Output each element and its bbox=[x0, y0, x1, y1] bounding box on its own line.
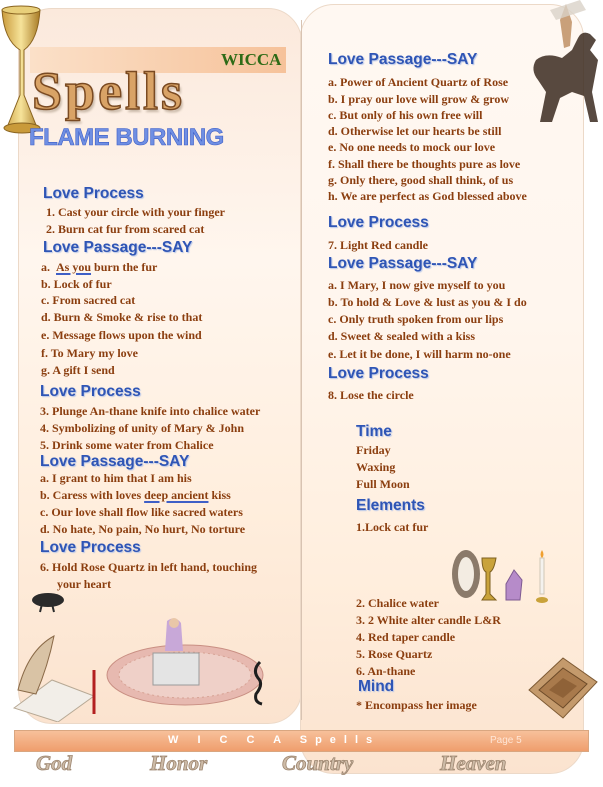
left-heading-love-process-1: Love Process bbox=[43, 185, 144, 202]
list-item-continuation: your heart bbox=[57, 577, 112, 591]
spells-title: Spells bbox=[32, 61, 186, 121]
book-and-quill-icon bbox=[8, 630, 103, 722]
list-item: a. As you burn the fur bbox=[41, 260, 158, 274]
element-item: 5. Rose Quartz bbox=[356, 647, 433, 661]
list-item: f. Shall there be thoughts pure as love bbox=[328, 157, 521, 171]
left-heading-love-process-2: Love Process bbox=[40, 383, 141, 400]
time-item: Full Moon bbox=[356, 477, 410, 491]
list-item: d. Sweet & sealed with a kiss bbox=[328, 329, 476, 343]
left-heading-love-process-3: Love Process bbox=[40, 539, 141, 556]
list-item: c. From sacred cat bbox=[41, 293, 136, 307]
list-item: 4. Symbolizing of unity of Mary & John bbox=[40, 421, 245, 435]
column-divider bbox=[301, 20, 302, 720]
list-item: c. Our love shall flow like sacred waters bbox=[40, 505, 243, 519]
list-item: g. A gift I send bbox=[41, 363, 115, 377]
list-item: b. I pray our love will grow & grow bbox=[328, 92, 510, 106]
list-item: d. Burn & Smoke & rise to that bbox=[41, 310, 203, 324]
time-item: Waxing bbox=[356, 460, 396, 474]
list-item: b. To hold & Love & lust as you & I do bbox=[328, 295, 527, 309]
element-item: 2. Chalice water bbox=[356, 596, 439, 610]
list-item: 2. Burn cat fur from scared cat bbox=[46, 222, 205, 236]
motto-god: God bbox=[36, 751, 73, 775]
list-item: e. No one needs to mock our love bbox=[328, 140, 496, 154]
list-item: 3. Plunge An-thane knife into chalice water bbox=[40, 404, 261, 418]
list-item: e. Message flows upon the wind bbox=[41, 328, 202, 342]
element-item: 3. 2 White alter candle L&R bbox=[356, 613, 501, 627]
time-heading: Time bbox=[356, 423, 392, 440]
flame-burning-title: FLAME BURNING bbox=[29, 124, 224, 151]
list-item: 1. Cast your circle with your finger bbox=[46, 205, 225, 219]
list-item: d. No hate, No pain, No hurt, No torture bbox=[40, 522, 246, 536]
list-item: 6. Hold Rose Quartz in left hand, touching bbox=[40, 560, 258, 574]
list-item: g. Only there, good shall think, of us bbox=[328, 173, 514, 187]
motto-country: Country bbox=[282, 751, 354, 775]
stone-pyramid-icon bbox=[527, 638, 599, 720]
list-item: c. Only truth spoken from our lips bbox=[328, 312, 504, 326]
right-heading-love-process-2: Love Process bbox=[328, 365, 429, 382]
wicca-label: WICCA bbox=[221, 50, 282, 69]
mind-heading: Mind bbox=[358, 678, 395, 695]
list-item: b. Lock of fur bbox=[41, 277, 112, 291]
list-item: 8. Lose the circle bbox=[328, 388, 414, 402]
list-item: a. Power of Ancient Quartz of Rose bbox=[328, 75, 509, 89]
list-item: c. But only of his own free will bbox=[328, 108, 483, 122]
footer-title: W I C C A Spells bbox=[168, 734, 381, 746]
right-heading-love-passage-1: Love Passage---SAY bbox=[328, 51, 478, 68]
list-item: 7. Light Red candle bbox=[328, 238, 429, 252]
list-item: d. Otherwise let our hearts be still bbox=[328, 124, 502, 138]
element-item: 1.Lock cat fur bbox=[356, 520, 429, 534]
list-item: h. We are perfect as God blessed above bbox=[328, 189, 527, 203]
page-number: Page 5 bbox=[490, 735, 522, 746]
list-item: a. I grant to him that I am his bbox=[40, 471, 192, 485]
list-item: f. To Mary my love bbox=[41, 346, 138, 360]
list-item: e. Let it be done, I will harm no-one bbox=[328, 347, 511, 361]
time-item: Friday bbox=[356, 443, 391, 457]
element-item: 4. Red taper candle bbox=[356, 630, 456, 644]
left-heading-love-passage-1: Love Passage---SAY bbox=[43, 239, 193, 256]
ritual-items-illustration bbox=[448, 544, 558, 608]
motto-heaven: Heaven bbox=[440, 751, 507, 775]
list-item: b. Caress with loves deep ancient kiss bbox=[40, 488, 231, 502]
horse-rider-icon bbox=[520, 0, 603, 125]
rose-quartz-stone-icon bbox=[30, 590, 70, 614]
altar-circle-illustration bbox=[105, 615, 270, 725]
left-heading-love-passage-2: Love Passage---SAY bbox=[40, 453, 190, 470]
right-heading-love-process-1: Love Process bbox=[328, 214, 429, 231]
elements-heading: Elements bbox=[356, 497, 425, 514]
element-item: 6. An-thane bbox=[356, 664, 416, 678]
list-item: a. I Mary, I now give myself to you bbox=[328, 278, 506, 292]
list-item: 5. Drink some water from Chalice bbox=[40, 438, 214, 452]
motto-honor: Honor bbox=[150, 751, 208, 775]
mind-item: * Encompass her image bbox=[356, 698, 477, 712]
right-heading-love-passage-2: Love Passage---SAY bbox=[328, 255, 478, 272]
athame-knife-icon bbox=[250, 660, 270, 706]
